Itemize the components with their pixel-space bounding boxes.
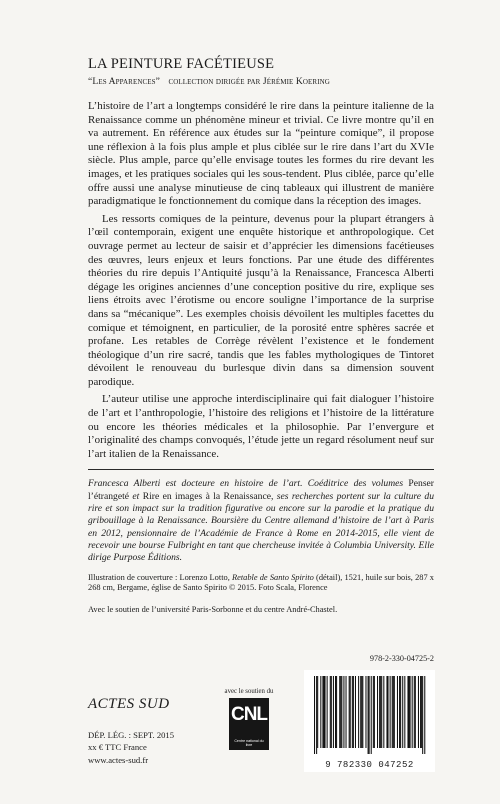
- bio-title: Rire en images à la Renaissance: [142, 490, 271, 502]
- divider: [88, 469, 434, 470]
- back-cover: [88, 56, 434, 616]
- publisher-logo: ACTES SUD: [88, 696, 170, 712]
- cnl-letters: CNL: [230, 704, 268, 725]
- blurb-paragraph: L’auteur utilise une approche interdisciplinaire qui fait dialoguer l’histoire de l’art et l’anthropologie, l’histoire des religions et l’histoire de la littérature ou encore les théories médicales et la philosophie. Par l’envergure et l’originalité des champs convoqués, l’étude jette un regard résolument neuf sur l’art italien de la Renaissance.: [88, 393, 434, 460]
- blurb-paragraph: L’histoire de l’art a longtemps considéré le rire dans la peinture italienne de la Renaissance comme un phénomène mineur et trivial. Ce livre montre qu’il en va autrement. En référence aux études sur la “peinture comique”, il propose une réflexion à la fois plus ample et plus ciblée sur le rire dans l’art du XVIe siècle. Plus ample, parce qu’elle envisage toutes les formes du rire devant les images, et les pratiques sociales qui les sous-tendent. Plus ciblée, parce qu’elle offre aussi une analyse minutieuse de cinq tableaux qui illustrent de manière paradigmatique le fonctionnement du comique dans la réception des images.: [88, 100, 434, 208]
- author-bio: [88, 478, 434, 564]
- cnl-subtitle: Centre national du livre: [234, 739, 264, 747]
- blurb-paragraph: Les ressorts comiques de la peinture, devenus pour la plupart étrangers à l’œil contemporain, exigent une enquête historique et anthropologique. Cet ouvrage permet au lecteur de saisir et d’apprécier les dimensions facétieuses des œuvres, leurs enjeux et leurs fonctions. Par une étude des différentes théories du rire depuis l’Antiquité jusqu’à la Renaissance, Francesca Alberti dégage les origines anciennes d’une conception positive du rire, explique ses liens étroits avec l’érotisme ou encore souligne l’importance de la surprise dans sa “mécanique”. Les exemples choisis dévoilent les multiples facettes du comique et témoignent, en particulier, de la porosité entre sphères sacrée et profane. Les retables de Corrège révèlent l’existence et le fondement théologique d’un rire sacré, tandis que les fables mythologiques de Tintoret dévoilent le renouveau du burlesque divin dans sa dimension souvent parodique.: [88, 212, 434, 388]
- barcode-bars: [304, 670, 435, 756]
- bio-text: et: [129, 490, 143, 502]
- blurb: [88, 100, 434, 461]
- legal-deposit: DÉP. LÉG. : SEPT. 2015: [88, 730, 175, 740]
- website: www.actes-sud.fr: [88, 754, 149, 765]
- collection-line: [88, 75, 434, 88]
- credits-artwork: Retable de Santo Spirito: [231, 572, 314, 582]
- cnl-caption: avec le soutien du: [224, 688, 274, 695]
- price: xx € TTC France: [88, 742, 147, 753]
- isbn: 978-2-330-04725-2: [369, 654, 434, 663]
- series-name: “Les Apparences”: [88, 76, 160, 87]
- cnl-logo-icon: [229, 698, 269, 750]
- credits-text: (détail), 1521, huile sur bois, 287 x 268 cm, Bergame, église de Santo Spirito © 2015. Foto Scala, Florence: [88, 572, 434, 592]
- legal-info: [88, 729, 174, 766]
- footer: [88, 654, 434, 798]
- barcode-number: 9 782330 047252: [325, 760, 414, 770]
- barcode-icon: [304, 670, 435, 772]
- bio-text: , ses recherches portent sur la culture du rire et son impact sur la tradition figurative ou encore sur la parodie et la pratique du gribouillage à la Renaissance. Boursière du Centre allemand d’histoire de l’art à Paris en 2012, pensionnaire de l’Académie de France à Rome en 2014-2015, elle vient de recevoir une bourse Fulbright en tant que chercheuse invitée à Columbia University. Elle dirige Purpose Éditions.: [88, 490, 434, 564]
- collection-editor: collection dirigée par Jérémie Koering: [168, 76, 330, 87]
- cover-credits: [88, 573, 434, 594]
- book-title: LA PEINTURE FACÉTIEUSE: [88, 56, 275, 72]
- bio-title: Penser l’étrangeté: [88, 478, 434, 502]
- cnl-support: [207, 688, 291, 750]
- support-note: Avec le soutien de l’université Paris-Sorbonne et du centre André-Chastel.: [88, 605, 338, 615]
- credits-text: Illustration de couverture : Lorenzo Lotto,: [88, 572, 232, 582]
- bio-text: Francesca Alberti est docteure en histoire de l’art. Coéditrice des volumes: [88, 478, 409, 490]
